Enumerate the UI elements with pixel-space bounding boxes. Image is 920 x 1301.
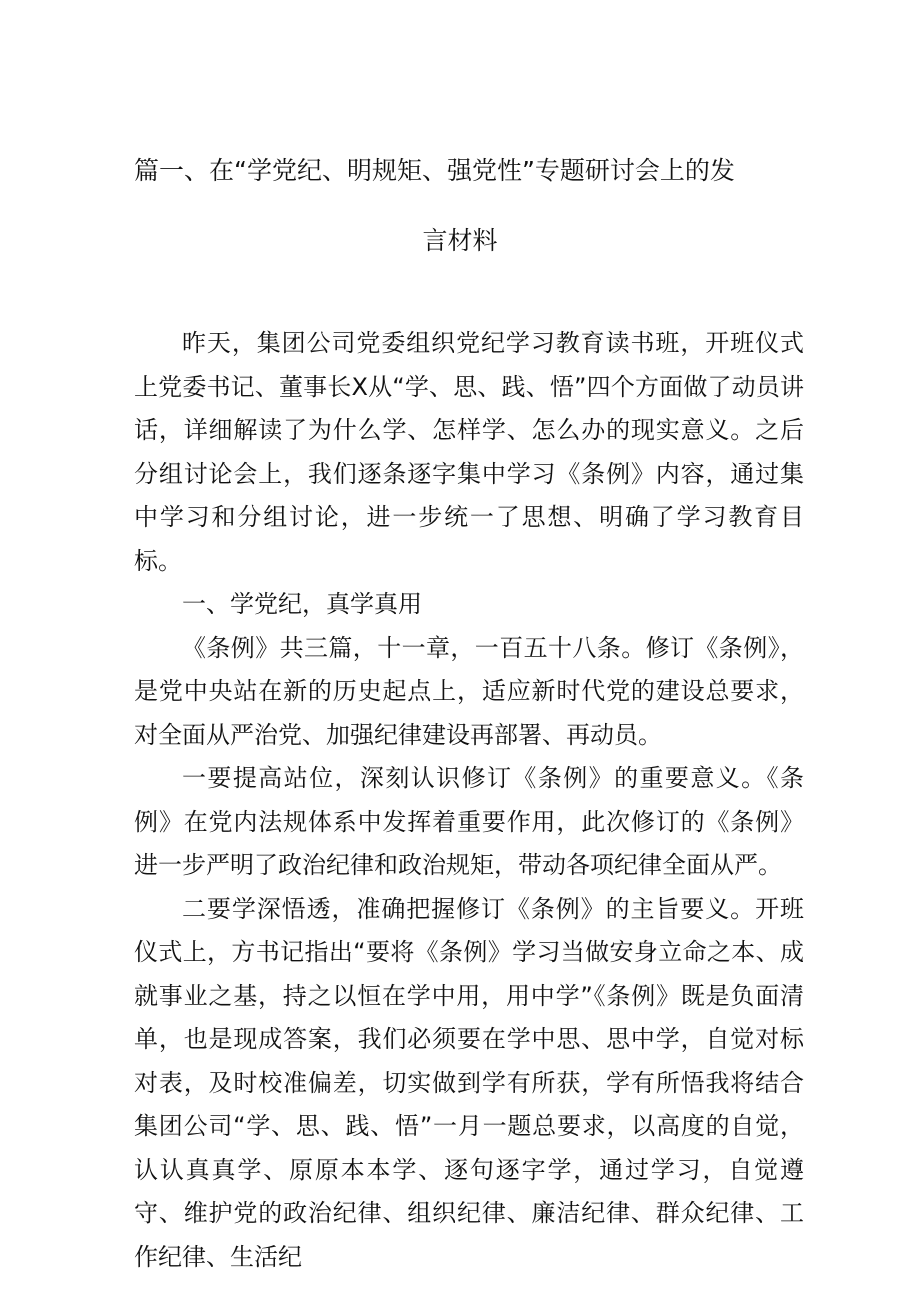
paragraph-intro: 昨天，集团公司党委组织党纪学习教育读书班，开班仪式上党委书记、董事长X从“学、思、践、悟”四个方面做了动员讲话，详细解读了为什么学、怎样学、怎么办的现实意义。之后分组讨论会上，我们逐条逐字集中学习《条例》内容，通过集中学习和分组讨论，进一步统一了思想、明确了学习教育目标。 (134, 329, 804, 575)
paragraph-regulation-overview: 《条例》共三篇，十一章，一百五十八条。修订《条例》，是党中央站在新的历史起点上，适应新时代党的建设总要求，对全面从严治党、加强纪律建设再部署、再动员。 (134, 633, 804, 749)
document-title-line-1: 篇一、在“学党纪、明规矩、强党性”专题研讨会上的发 (134, 156, 735, 185)
paragraph-point-two: 二要学深悟透，准确把握修订《条例》的主旨要义。开班仪式上，方书记指出“要将《条例》学习当做安身立命之本、成就事业之基，持之以恒在学中用，用中学”《条例》既是负面清单，也是现成答案，我们必须要在学中思、思中学，自觉对标对表，及时校准偏差，切实做到学有所获，学有所悟我将结合集团公司“学、思、践、悟”一月一题总要求，以高度的自觉，认认真真学、原原本本学、逐句逐字学，通过学习，自觉遵守、维护党的政治纪律、组织纪律、廉洁纪律、群众纪律、工作纪律、生活纪 (134, 894, 804, 1271)
paragraph-point-one: 一要提高站位，深刻认识修订《条例》的重要意义。《条例》在党内法规体系中发挥着重要作用，此次修订的《条例》进一步严明了政治纪律和政治规矩，带动各项纪律全面从严。 (134, 764, 804, 879)
section-heading-1: 一、学党纪，真学真用 (182, 590, 422, 618)
document-title-line-2: 言材料 (422, 226, 498, 255)
document-body (134, 322, 804, 1279)
